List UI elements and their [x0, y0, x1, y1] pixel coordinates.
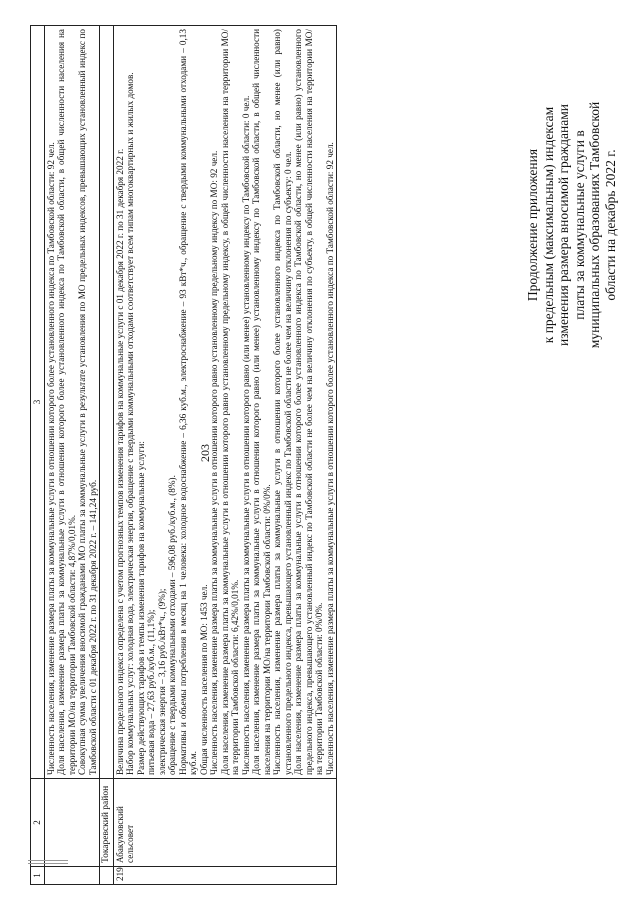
heading-line: области на декабрь 2022 г.	[602, 149, 618, 301]
paragraph: Численность населения, изменение размера платы за коммунальные услуги в отношении которого более установленного индекса по Тамбовской области: 92 чел.	[324, 142, 335, 775]
paragraph: Доля населения, изменение размера платы за коммунальные услуги в отношении которого равно (или менее) установленному индексу по Тамбовской области, в общей численности населения на территории МО/на территории Тамбовской области: 0%/0%.	[251, 29, 272, 775]
table-header-row	[31, 26, 45, 885]
region-text-cell	[100, 26, 114, 779]
entry-justification	[113, 26, 337, 779]
paragraph: Численность населения, изменение размера платы за коммунальные услуги в отношении которого равно установленному предельному индексу по МО: 92 чел.	[209, 150, 219, 775]
paragraph: Величина предельного индекса определена с учетом прогнозных темпов изменения тарифов на коммунальные услуги с 01 декабря 2022 г. по 31 декабря 2022 г.	[114, 148, 125, 775]
continuation-row	[44, 26, 100, 885]
paragraph: Доля населения, изменение размера платы за коммунальные услуги в отношении которого более установленного индекса по Тамбовской области, в общей численности населения на территории МО/на территории Тамбовской области: 4,87%/0,01%.	[56, 29, 77, 775]
continuation-text-cell	[44, 26, 100, 779]
entry-number: 219	[113, 867, 337, 885]
index-table	[30, 25, 337, 885]
column-header-justification: 3	[31, 26, 45, 779]
paragraph: Нормативы и объемы потребления в месяц на 1 человека: холодное водоснабжение – 6,36 куб.м., электроснабжение – 93 кВт*ч., обращение с твердыми коммунальными отходами – 0,13 куб.м.	[177, 29, 198, 775]
column-header-number: 1	[31, 867, 45, 885]
page-number: 203	[198, 444, 212, 462]
region-row	[100, 26, 114, 885]
paragraph: обращение с твердыми коммунальными отходами – 596,08 руб./куб.м., (8%).	[167, 475, 177, 775]
paragraph: питьевая вода – 27,63 руб./куб.м., (11,1%);	[146, 609, 156, 775]
paragraph: Доля населения, изменение размера платы за коммунальные услуги в отношении которого равно установленному предельному индексу, в общей численности населения на территории МО/на территории Тамбовской области: 6,42%/0,01%.	[219, 29, 240, 775]
paragraph: Общая численность населения по МО: 1453 чел.	[198, 584, 209, 775]
column-header-municipality: 2	[31, 779, 45, 867]
heading-line: муниципальных образованиях Тамбовской	[587, 101, 603, 349]
paragraph: Численность населения, изменение размера платы за коммунальные услуги в отношении которого более установленного индекса по Тамбовской области, но менее (или равно) установленного предельного индекса, превышающего установленный индекс по Тамбовской области не более чем на величину отклонения по субъекту: 0 чел.	[272, 29, 293, 775]
paragraph: Набор коммунальных услуг: холодная вода, электрическая энергия, обращение с твердыми коммунальными отходами соответствует всем типам многоквартирных и жилых домов.	[125, 72, 135, 775]
table-row	[113, 26, 337, 885]
continuation-name-cell	[44, 779, 100, 867]
scan-artifact	[28, 858, 68, 864]
paragraph: электрическая энергия – 3,16 руб./кВт*ч., (9%);	[156, 588, 167, 775]
region-number-cell	[100, 867, 114, 885]
paragraph: Размер действующих тарифов и темпы изменения тарифов на коммунальные услуги:	[135, 441, 146, 775]
region-name: Токаревский район	[100, 779, 114, 867]
heading-line: платы за коммунальные услуги в	[571, 130, 587, 320]
appendix-heading	[525, 15, 619, 435]
paragraph: Численность населения, изменение размера платы за коммунальные услуги в отношении которого равно (или менее) установленному индексу по Тамбовской области: 0 чел.	[240, 95, 251, 775]
paragraph: Доля населения, изменение размера платы за коммунальные услуги в отношении которого более установленного индекса по Тамбовской области, но менее (или равно) установленного предельного индекса, превышающего установленный индекс по Тамбовской области не более чем на величину отклонения по субъекту, в общей численности населения на территории МО/на территории Тамбовской области: 0%/0%.	[293, 29, 324, 775]
paragraph: Численность населения, изменение размера платы за коммунальные услуги в отношении которого более установленного индекса по Тамбовской области: 92 чел.	[45, 142, 56, 775]
paragraph: Совокупная сумма увеличения вносимой гражданами МО платы за коммунальные услуги в результате установления по МО предельных индексов, превышающих установленный индекс по Тамбовской области с 01 декабря 2022 г. по 31 декабря 2022 г. – 141,24 руб.	[77, 29, 98, 775]
heading-line: изменения размера вносимой гражданами	[556, 104, 572, 346]
heading-line: к предельным (максимальным) индексам	[540, 106, 556, 344]
continuation-number-cell	[44, 867, 100, 885]
entry-municipality-name: Абакумовский сельсовет	[113, 779, 337, 867]
heading-line: Продолжение приложения	[525, 148, 540, 302]
